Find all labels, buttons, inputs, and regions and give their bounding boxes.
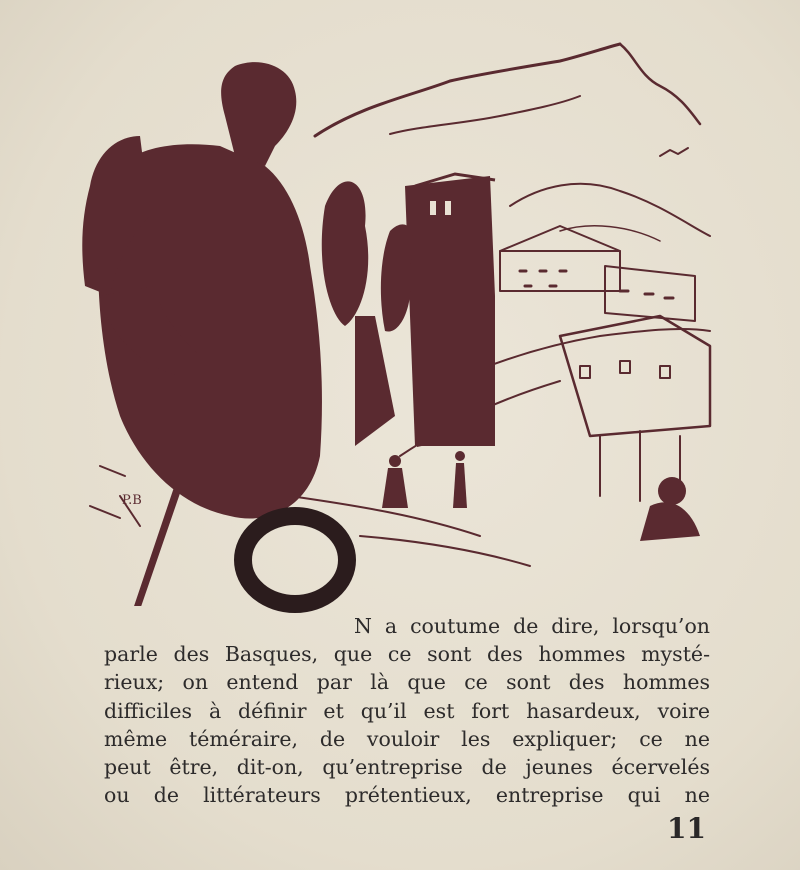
drop-cap-letter-o [233, 505, 358, 615]
text-line-1: N a coutume de dire, lorsqu’on [354, 614, 710, 638]
text-line-5: même téméraire, de vouloir les expliquer; ce ne [104, 726, 710, 751]
text-line-6: peut être, dit-on, qu’entreprise de jeunes écervelés [104, 754, 710, 779]
illustration-signature: P.B [122, 493, 142, 508]
text-line-4: difficiles à définir et qu’il est fort hasardeux, voire [104, 698, 710, 723]
text-line-3: rieux; on entend par là que ce sont des hommes [104, 670, 710, 695]
body-text [104, 612, 710, 809]
illustration-basque-village [60, 36, 720, 606]
text-line-2: parle des Basques, que ce sont des hommes mysté- [104, 642, 710, 667]
page-number: 11 [667, 812, 706, 845]
text-line-7: ou de littérateurs prétentieux, entreprise qui ne [104, 783, 710, 808]
